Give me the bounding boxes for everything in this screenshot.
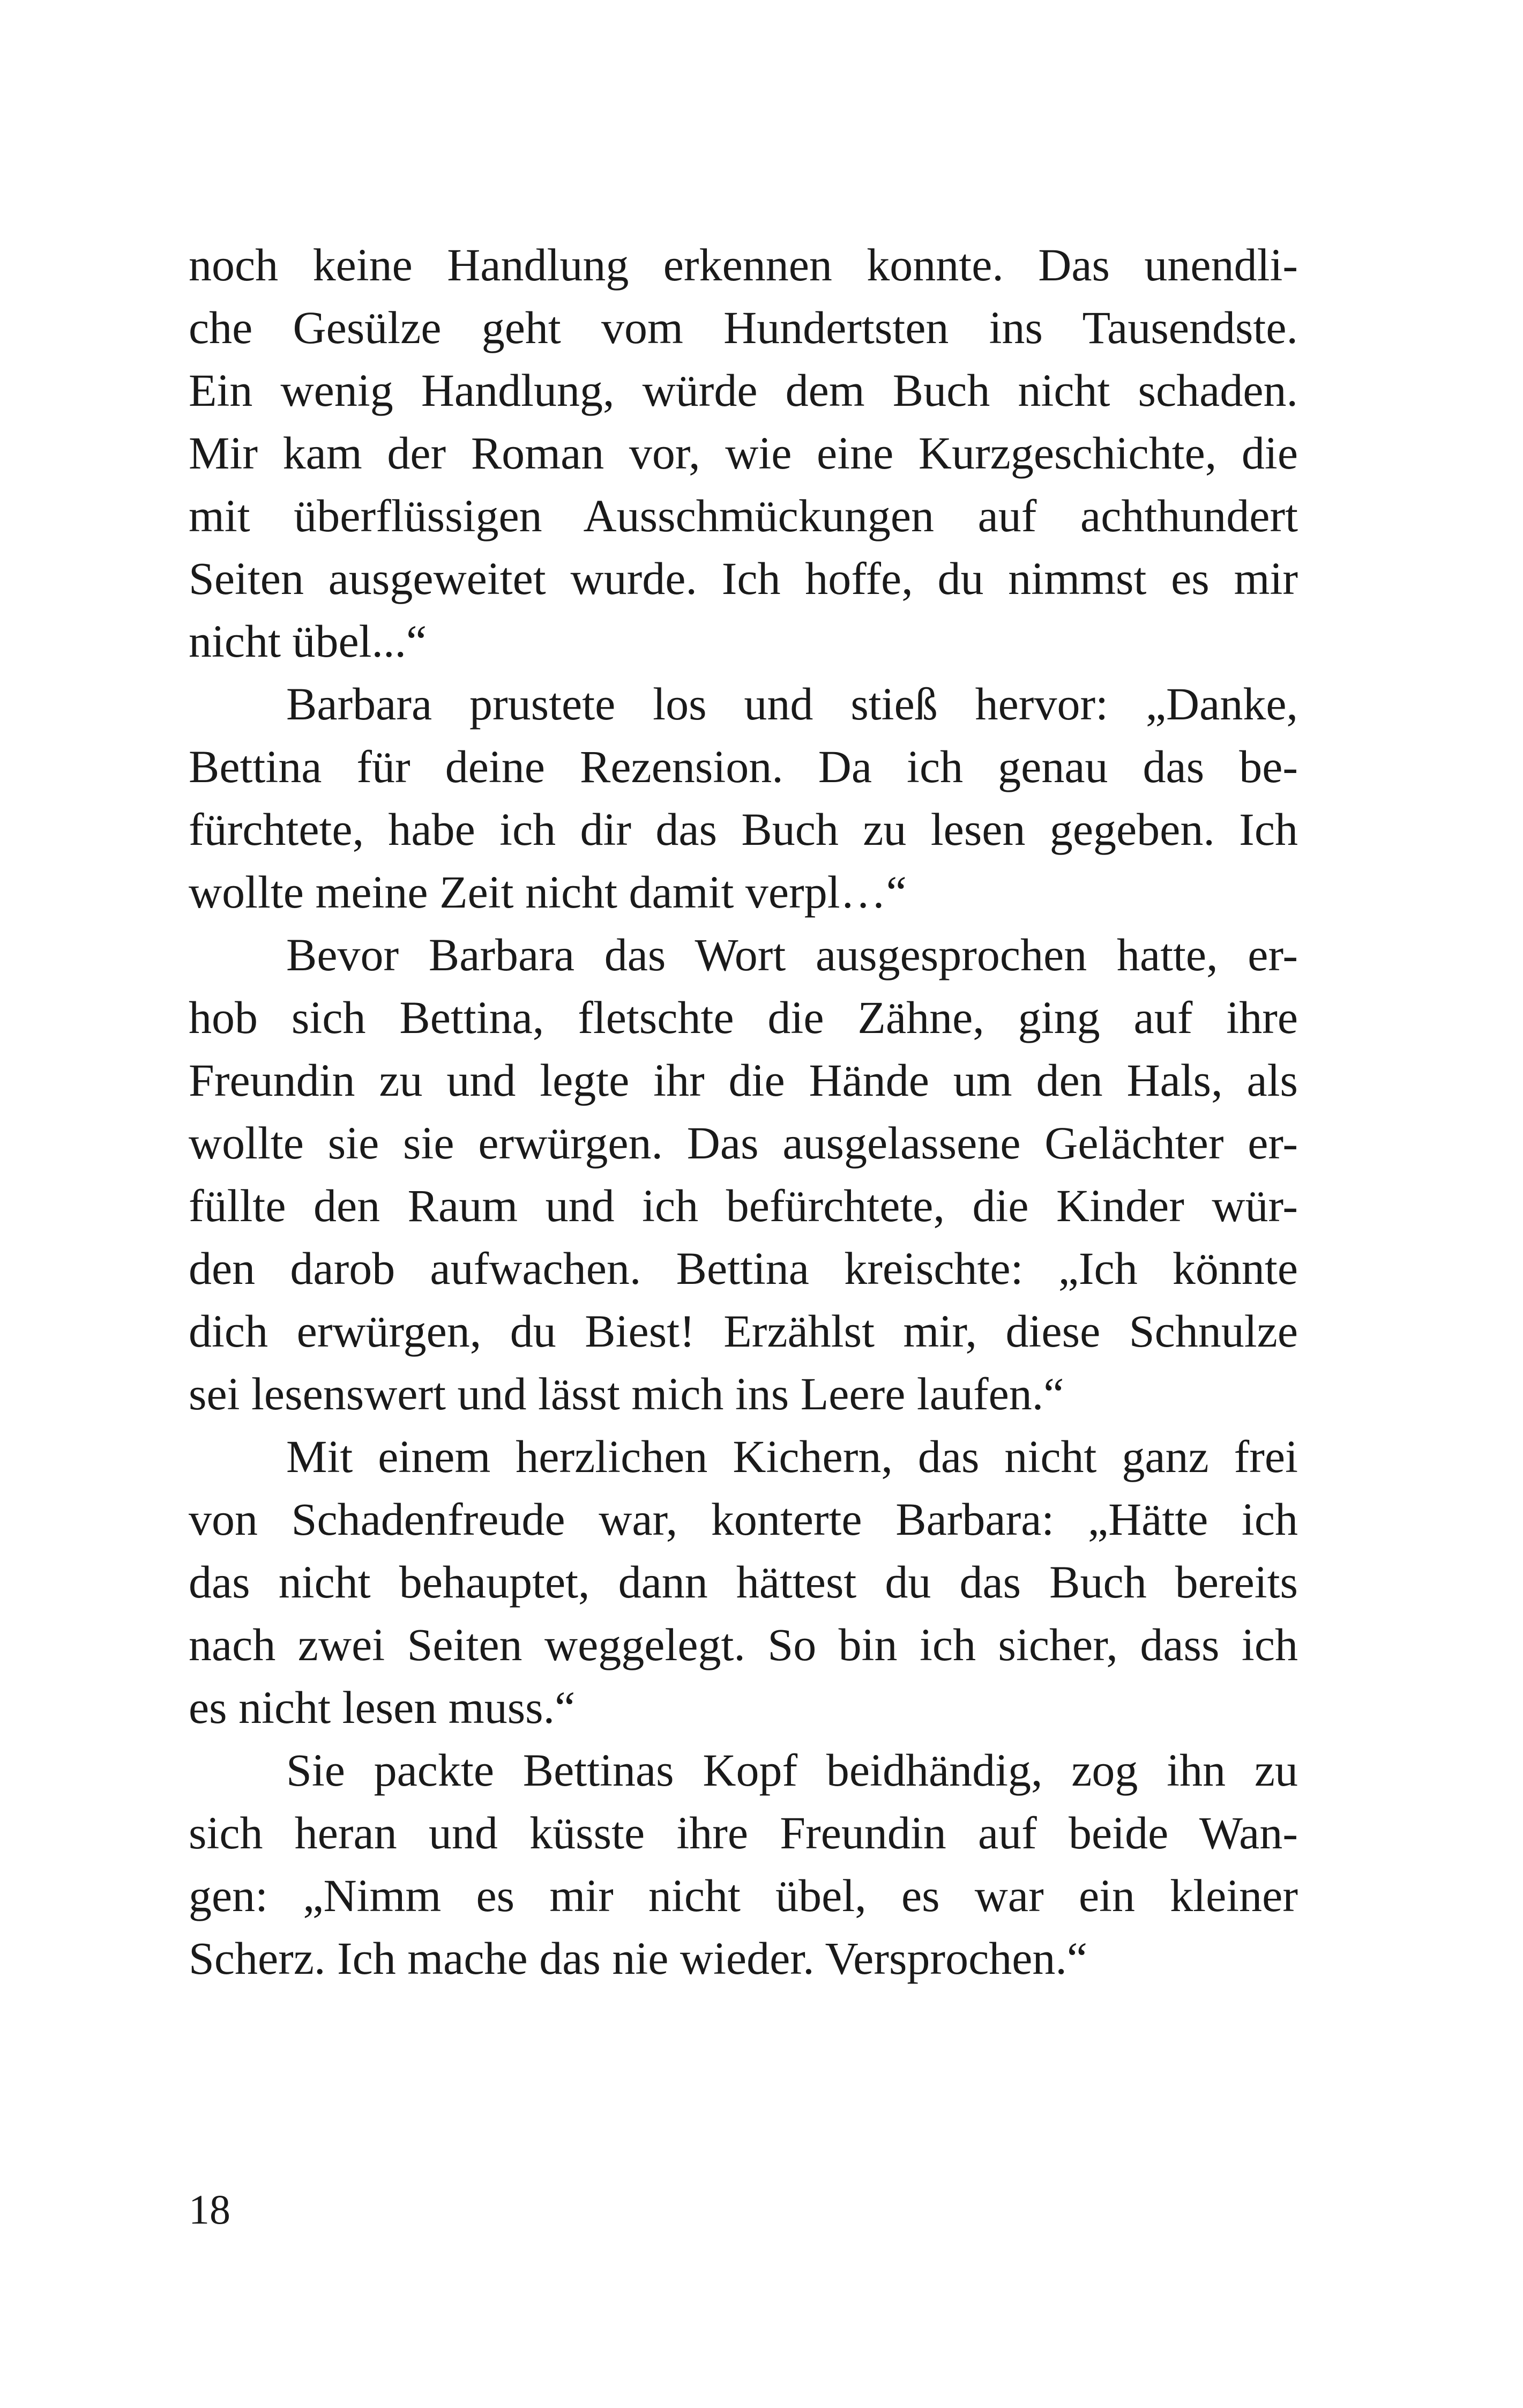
text-line: sich heran und küsste ihre Freundin auf beide Wan- xyxy=(189,1807,1298,1859)
text-line: dich erwürgen, du Biest! Erzählst mir, diese Schnulze xyxy=(189,1305,1298,1357)
text-line: von Schadenfreude war, konterte Barbara: „Hätte ich xyxy=(189,1493,1298,1545)
paragraph xyxy=(189,234,1298,673)
text-line: hob sich Bettina, fletschte die Zähne, ging auf ihre xyxy=(189,992,1298,1043)
paragraph xyxy=(189,1425,1298,1739)
text-line: Freundin zu und legte ihr die Hände um den Hals, als xyxy=(189,1054,1298,1106)
text-line: das nicht behauptet, dann hättest du das Buch bereits xyxy=(189,1556,1298,1608)
text-line: che Gesülze geht vom Hundertsten ins Tausendste. xyxy=(189,302,1298,353)
text-line: fürchtete, habe ich dir das Buch zu lesen gegeben. Ich xyxy=(189,804,1298,855)
text-line: füllte den Raum und ich befürchtete, die Kinder wür- xyxy=(189,1180,1298,1231)
paragraph xyxy=(189,673,1298,924)
text-line: Bevor Barbara das Wort ausgesprochen hatte, er- xyxy=(286,929,1298,980)
text-line: Seiten ausgeweitet wurde. Ich hoffe, du nimmst es mir xyxy=(189,553,1298,604)
page-number: 18 xyxy=(189,2186,230,2233)
text-line: gen: „Nimm es mir nicht übel, es war ein kleiner xyxy=(189,1870,1298,1921)
text-line: den darob aufwachen. Bettina kreischte: „Ich könnte xyxy=(189,1243,1298,1294)
text-line: noch keine Handlung erkennen konnte. Das unendli- xyxy=(189,239,1298,291)
text-line: wollte sie sie erwürgen. Das ausgelassene Gelächter er- xyxy=(189,1117,1298,1169)
paragraph xyxy=(189,1739,1298,1990)
text-line: mit überflüssigen Ausschmückungen auf achthundert xyxy=(189,490,1298,541)
text-line: Bettina für deine Rezension. Da ich genau das be- xyxy=(189,741,1298,792)
text-line: nach zwei Seiten weggelegt. So bin ich sicher, dass ich xyxy=(189,1619,1298,1670)
text-line: es nicht lesen muss.“ xyxy=(189,1682,576,1733)
text-line: Barbara prustete los und stieß hervor: „Danke, xyxy=(286,678,1298,730)
text-line: Scherz. Ich mache das nie wieder. Versprochen.“ xyxy=(189,1933,1088,1984)
text-line: Mir kam der Roman vor, wie eine Kurzgeschichte, die xyxy=(189,427,1298,479)
text-line: Mit einem herzlichen Kichern, das nicht ganz frei xyxy=(286,1431,1298,1482)
text-line: wollte meine Zeit nicht damit verpl…“ xyxy=(189,866,907,918)
text-line: nicht übel...“ xyxy=(189,615,427,667)
text-line: Ein wenig Handlung, würde dem Buch nicht schaden. xyxy=(189,365,1298,416)
paragraph xyxy=(189,924,1298,1425)
body-text xyxy=(189,234,1298,1990)
text-line: sei lesenswert und lässt mich ins Leere laufen.“ xyxy=(189,1368,1064,1419)
text-line: Sie packte Bettinas Kopf beidhändig, zog ihn zu xyxy=(286,1744,1298,1796)
